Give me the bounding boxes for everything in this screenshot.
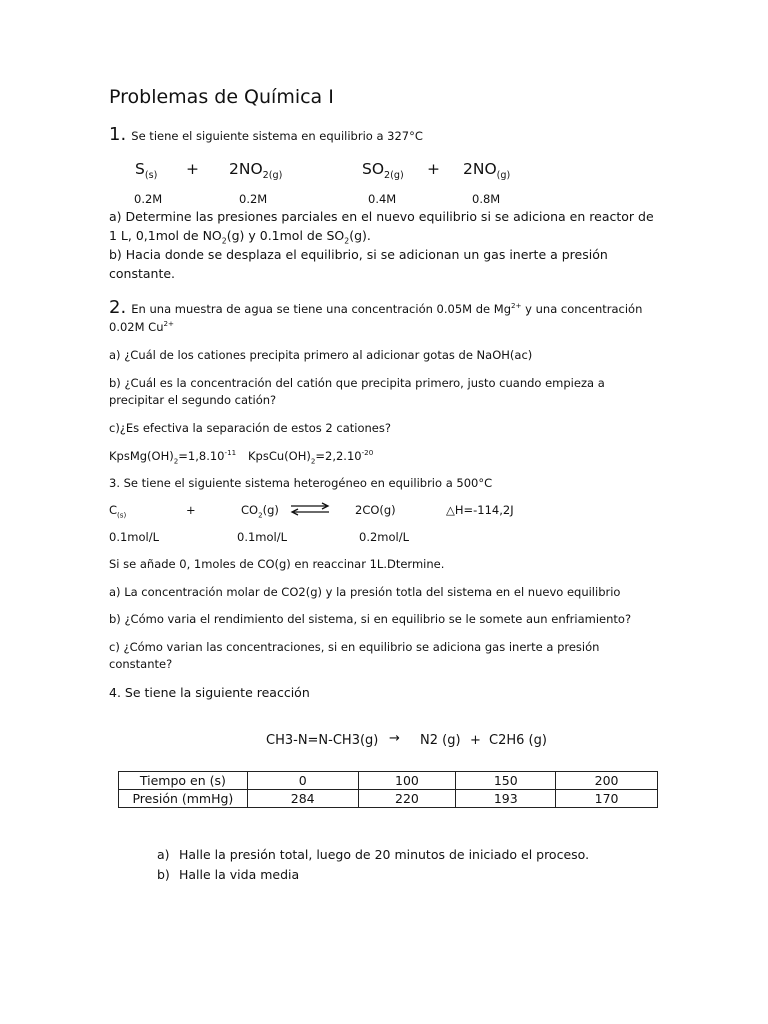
plus-sign: + <box>427 160 440 178</box>
list-label: b) <box>157 867 170 882</box>
conc-so2: 0.4M <box>368 192 397 206</box>
product-n2: N2 (g) <box>420 733 461 748</box>
list-label: a) <box>157 847 170 862</box>
table-cell: 150 <box>456 772 556 790</box>
problem-3-intro: 3. Se tiene el siguiente sistema heterogéneo en equilibrio a 500°C <box>109 476 493 490</box>
reactant: CH3-N=N-CH3(g) <box>266 733 379 748</box>
arrow-icon: → <box>389 731 400 746</box>
list-text: Halle la presión total, luego de 20 minutos de iniciado el proceso. <box>179 847 590 862</box>
table-cell: 220 <box>358 790 456 808</box>
conc-co: 0.2mol/L <box>359 530 410 544</box>
question-1b-line2: constante. <box>109 266 176 281</box>
pressure-table <box>118 771 658 808</box>
list-text: Halle la vida media <box>179 867 300 882</box>
table-header-cell: Presión (mmHg) <box>119 790 248 808</box>
reactant-s: $S_{(s)}$ <box>135 160 158 182</box>
reactant-co2: $CO_2(g)$ <box>241 503 279 520</box>
table-row <box>119 790 658 808</box>
table-header-cell: Tiempo en (s) <box>119 772 248 790</box>
reactant-c: $C_{(s)}$ <box>109 503 127 520</box>
question-1b-line1: b) Hacia donde se desplaza el equilibrio, si se adicionan un gas inerte a presión <box>109 247 608 262</box>
question-2b-line1: b) ¿Cuál es la concentración del catión que precipita primero, justo cuando empieza a <box>109 376 605 390</box>
reactant-no2: $2NO_{2(g)}$ <box>229 160 283 182</box>
problem-number: 1. <box>109 124 127 145</box>
plus-sign: + <box>186 160 199 178</box>
problem-2-heading <box>109 297 642 318</box>
table-cell: 0 <box>247 772 358 790</box>
table-cell: 100 <box>358 772 456 790</box>
question-1a-line2: 1 L, 0,1mol de $NO_2(g)$ y 0.1mol de $SO_2(g)$. <box>109 228 371 246</box>
table-row <box>119 772 658 790</box>
table-cell: 284 <box>247 790 358 808</box>
product-c2h6: C2H6 (g) <box>489 733 547 748</box>
equilibrium-arrows-icon <box>289 502 331 516</box>
conc-s: 0.2M <box>134 192 163 206</box>
product-so2: $SO_{2(g)}$ <box>362 160 404 182</box>
question-3b: b) ¿Cómo varia el rendimiento del sistema, si en equilibrio se le somete aun enfriamiento? <box>109 612 632 626</box>
table-cell: 193 <box>456 790 556 808</box>
page-title: Problemas de Química I <box>109 86 334 108</box>
ksp-mg: $KpsMg(OH)_2=1,8.10^{-11}$ <box>109 448 237 466</box>
question-2c: c)¿Es efectiva la separación de estos 2 cationes? <box>109 421 391 435</box>
question-2a: a) ¿Cuál de los cationes precipita primero al adicionar gotas de NaOH(ac) <box>109 348 533 362</box>
problem-4-intro: 4. Se tiene la siguiente reacción <box>109 685 310 700</box>
question-2b-line2: precipitar el segundo catión? <box>109 393 277 407</box>
question-1a-line1: a) Determine las presiones parciales en el nuevo equilibrio si se adiciona en reactor de <box>109 209 654 224</box>
problem-1-heading <box>109 124 423 145</box>
product-co: 2CO(g) <box>355 503 396 517</box>
product-no: $2NO_{(g)}$ <box>463 160 511 182</box>
question-4a <box>157 847 590 862</box>
ksp-cu: $KpsCu(OH)_2=2,2.10^{-20}$ <box>248 448 374 466</box>
question-3c-line2: constante? <box>109 657 173 671</box>
conc-no: 0.8M <box>472 192 501 206</box>
problem-intro: En una muestra de agua se tiene una concentración 0.05M de $Mg^{2+}$ y una concentración <box>131 301 643 316</box>
conc-no2: 0.2M <box>239 192 268 206</box>
plus-sign: + <box>186 503 196 517</box>
problem-2-line2: 0.02M $Cu^{2+}$ <box>109 319 175 334</box>
table-cell: 200 <box>556 772 658 790</box>
plus-sign: + <box>470 733 481 748</box>
conc-c: 0.1mol/L <box>109 530 160 544</box>
problem-3-addition: Si se añade 0, 1moles de CO(g) en reaccinar 1L.Dtermine. <box>109 557 445 571</box>
question-3c-line1: c) ¿Cómo varian las concentraciones, si en equilibrio se adiciona gas inerte a presión <box>109 640 600 654</box>
question-4b <box>157 867 300 882</box>
problem-intro: Se tiene el siguiente sistema en equilibrio a 327°C <box>131 129 423 143</box>
conc-co2: 0.1mol/L <box>237 530 288 544</box>
table-cell: 170 <box>556 790 658 808</box>
enthalpy: △H=-114,2J <box>446 503 514 517</box>
question-3a: a) La concentración molar de CO2(g) y la presión totla del sistema en el nuevo equilibrio <box>109 585 621 599</box>
problem-number: 2. <box>109 297 127 318</box>
